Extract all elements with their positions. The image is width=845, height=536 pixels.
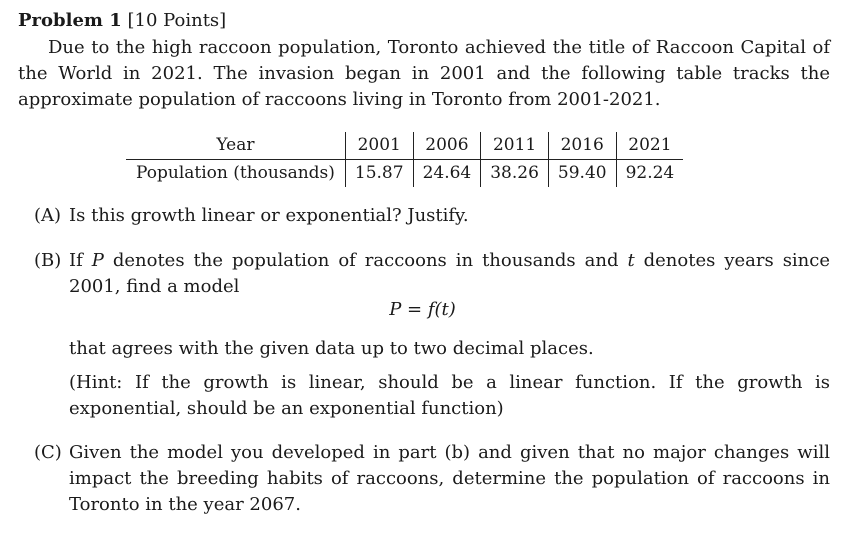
var-p: P <box>91 250 104 271</box>
population-cell: 59.40 <box>548 160 616 188</box>
problem-title: Problem 1 <box>18 10 122 31</box>
row-label-population: Population (thousands) <box>126 160 345 188</box>
population-cell: 24.64 <box>413 160 481 188</box>
part-a-text: Is this growth linear or exponential? Justify. <box>69 205 469 226</box>
part-b <box>34 248 830 300</box>
population-cell: 92.24 <box>625 163 675 183</box>
problem-heading <box>18 9 226 33</box>
table-row-population <box>126 160 683 188</box>
part-c-text: Given the model you developed in part (b) and given that no major changes will impact the breeding habits of raccoons, determine the population of raccoons in Toronto in the year 2067. <box>69 442 830 515</box>
population-cell: 15.87 <box>345 160 413 188</box>
part-c-letter: (C) <box>34 442 62 463</box>
year-cell: 2016 <box>548 132 616 160</box>
part-b-text <box>69 248 830 300</box>
formula-text: P = f(t) <box>389 299 456 320</box>
table-row-year <box>126 132 683 160</box>
part-b-letter: (B) <box>34 250 62 271</box>
model-formula <box>0 297 845 323</box>
row-label-year: Year <box>126 132 345 160</box>
part-c <box>34 440 830 518</box>
part-b-text-segment: denotes years since 2001, find a model <box>69 250 831 297</box>
part-a-letter: (A) <box>34 205 62 226</box>
part-b-text-segment: denotes the population of raccoons in thousands and <box>103 250 628 271</box>
year-cell: 2001 <box>345 132 413 160</box>
problem-points: [10 Points] <box>127 10 227 31</box>
population-table <box>126 132 683 187</box>
part-b-text-segment: If <box>69 250 92 271</box>
population-cell: 38.26 <box>481 160 549 188</box>
var-t: t <box>627 250 635 271</box>
problem-intro: Due to the high raccoon population, Toronto achieved the title of Raccoon Capital of the World in 2021. The invasion began in 2001 and the following table tracks the approximate population of raccoons living in Toronto from 2001-2021. <box>18 37 830 110</box>
year-cell: 2006 <box>413 132 481 160</box>
part-b-hint: (Hint: If the growth is linear, should be a linear function. If the growth is exponential, should be an exponential function) <box>69 372 830 419</box>
part-b-after-formula: that agrees with the given data up to two decimal places. <box>69 338 594 359</box>
year-cell: 2021 <box>616 132 683 160</box>
year-cell: 2011 <box>481 132 549 160</box>
part-a <box>34 203 830 229</box>
